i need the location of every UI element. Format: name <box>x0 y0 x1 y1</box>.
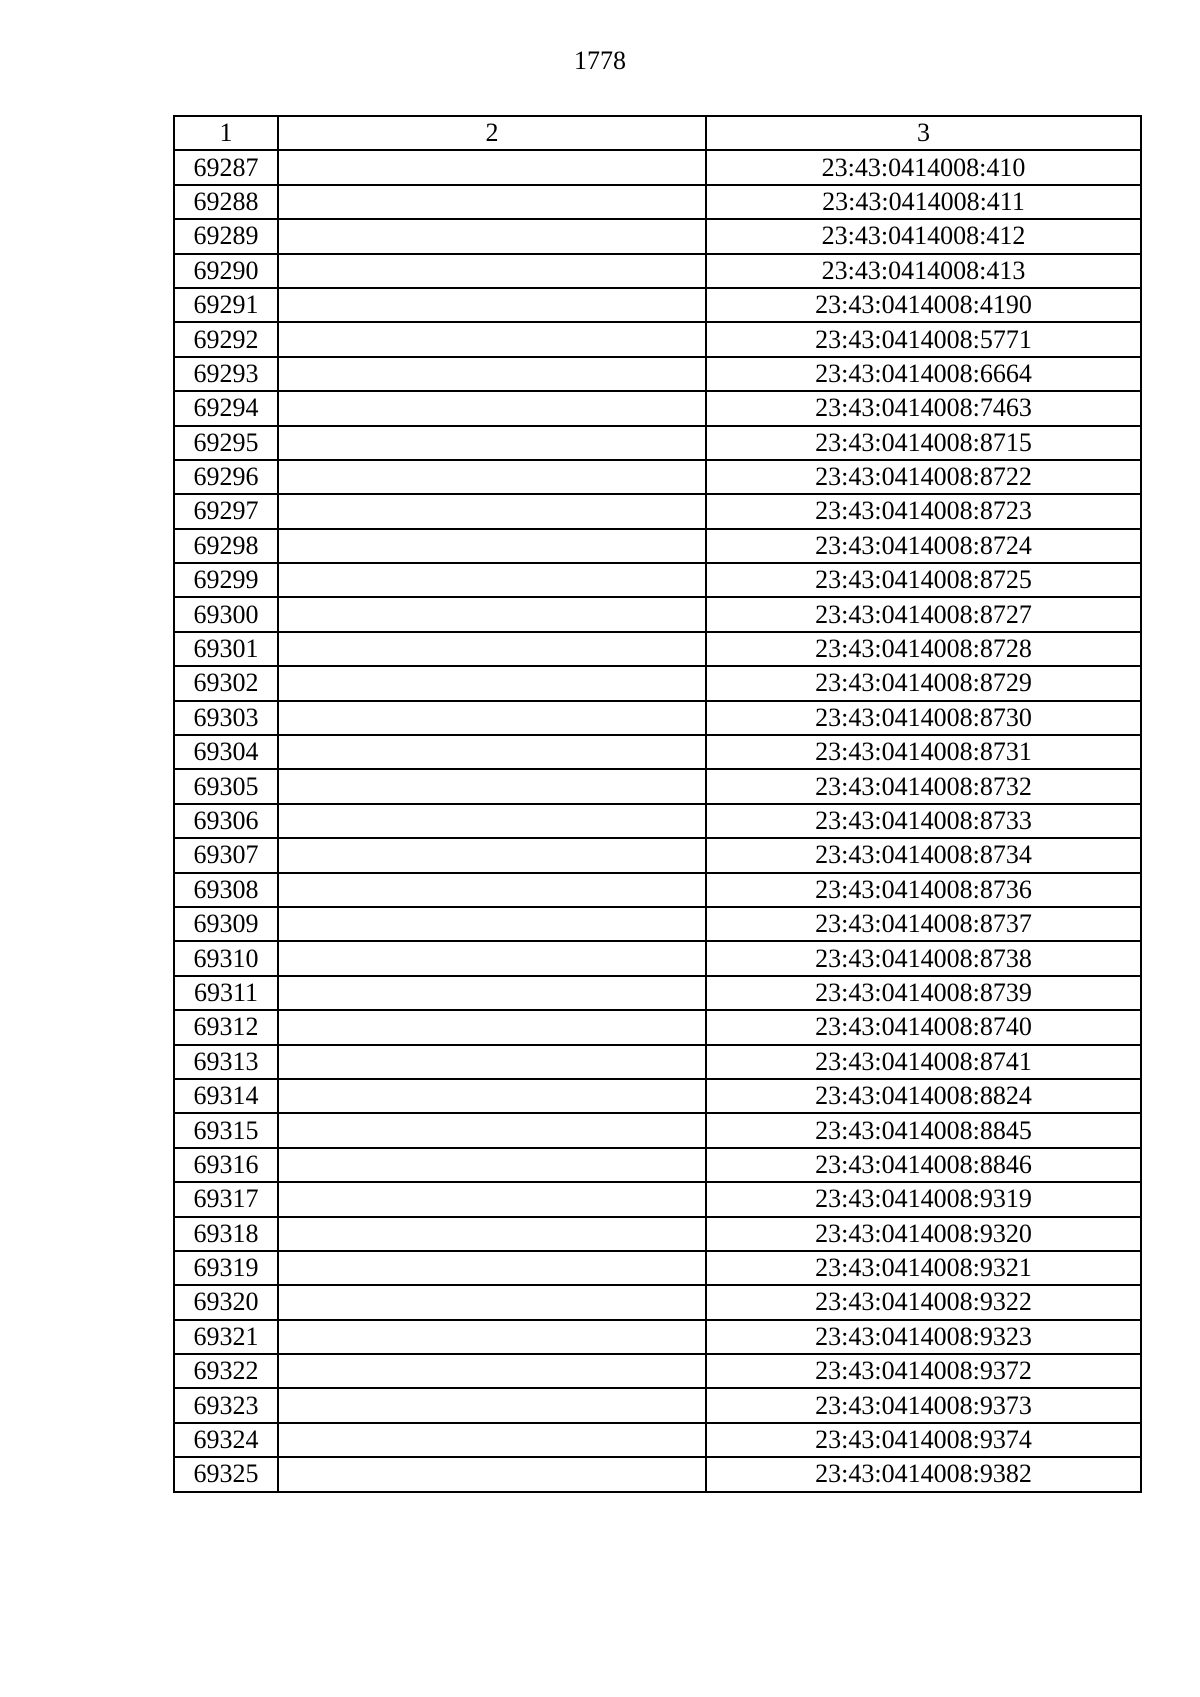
row-name-cell <box>278 1182 706 1216</box>
row-number-cell: 69287 <box>174 150 278 184</box>
row-number-cell: 69299 <box>174 563 278 597</box>
row-name-cell <box>278 529 706 563</box>
cadastral-number-cell: 23:43:0414008:6664 <box>706 357 1141 391</box>
row-number-cell: 69293 <box>174 357 278 391</box>
cadastral-number-cell: 23:43:0414008:4190 <box>706 288 1141 322</box>
row-number-cell: 69316 <box>174 1148 278 1182</box>
row-number-cell: 69317 <box>174 1182 278 1216</box>
table-row <box>174 460 1141 494</box>
table-row <box>174 1320 1141 1354</box>
cadastral-number-cell: 23:43:0414008:413 <box>706 254 1141 288</box>
table-row <box>174 1113 1141 1147</box>
row-number-cell: 69288 <box>174 185 278 219</box>
row-name-cell <box>278 769 706 803</box>
table-row <box>174 1010 1141 1044</box>
table-row <box>174 597 1141 631</box>
cadastral-number-cell: 23:43:0414008:9382 <box>706 1457 1141 1491</box>
table-row <box>174 288 1141 322</box>
row-name-cell <box>278 1457 706 1491</box>
row-name-cell <box>278 322 706 356</box>
row-number-cell: 69314 <box>174 1079 278 1113</box>
row-name-cell <box>278 1423 706 1457</box>
table-row <box>174 1354 1141 1388</box>
row-name-cell <box>278 701 706 735</box>
cadastral-number-cell: 23:43:0414008:8741 <box>706 1045 1141 1079</box>
table-row <box>174 322 1141 356</box>
row-number-cell: 69309 <box>174 907 278 941</box>
table-row <box>174 1251 1141 1285</box>
row-number-cell: 69292 <box>174 322 278 356</box>
row-name-cell <box>278 494 706 528</box>
row-name-cell <box>278 907 706 941</box>
row-number-cell: 69302 <box>174 666 278 700</box>
table-row <box>174 735 1141 769</box>
table-row <box>174 701 1141 735</box>
table-row <box>174 185 1141 219</box>
row-name-cell <box>278 666 706 700</box>
table-row <box>174 838 1141 872</box>
table-row <box>174 1457 1141 1491</box>
row-name-cell <box>278 1388 706 1422</box>
row-name-cell <box>278 1354 706 1388</box>
row-number-cell: 69304 <box>174 735 278 769</box>
cadastral-number-cell: 23:43:0414008:410 <box>706 150 1141 184</box>
cadastral-number-cell: 23:43:0414008:8738 <box>706 941 1141 975</box>
row-name-cell <box>278 1045 706 1079</box>
cadastral-number-cell: 23:43:0414008:412 <box>706 219 1141 253</box>
table-row <box>174 632 1141 666</box>
cadastral-number-cell: 23:43:0414008:8845 <box>706 1113 1141 1147</box>
table-header <box>174 116 1141 150</box>
table-row <box>174 150 1141 184</box>
row-number-cell: 69319 <box>174 1251 278 1285</box>
row-name-cell <box>278 1010 706 1044</box>
row-name-cell <box>278 1285 706 1319</box>
cadastral-number-cell: 23:43:0414008:8732 <box>706 769 1141 803</box>
cadastral-number-cell: 23:43:0414008:9320 <box>706 1217 1141 1251</box>
cadastral-number-cell: 23:43:0414008:8846 <box>706 1148 1141 1182</box>
row-number-cell: 69294 <box>174 391 278 425</box>
cadastral-number-cell: 23:43:0414008:8715 <box>706 426 1141 460</box>
row-number-cell: 69323 <box>174 1388 278 1422</box>
row-name-cell <box>278 838 706 872</box>
cadastral-number-cell: 23:43:0414008:9323 <box>706 1320 1141 1354</box>
row-name-cell <box>278 150 706 184</box>
table-body <box>174 150 1141 1491</box>
row-number-cell: 69300 <box>174 597 278 631</box>
row-number-cell: 69301 <box>174 632 278 666</box>
table-row <box>174 494 1141 528</box>
row-number-cell: 69291 <box>174 288 278 322</box>
row-number-cell: 69318 <box>174 1217 278 1251</box>
cadastral-number-cell: 23:43:0414008:8727 <box>706 597 1141 631</box>
table-row <box>174 254 1141 288</box>
row-number-cell: 69315 <box>174 1113 278 1147</box>
row-number-cell: 69298 <box>174 529 278 563</box>
cadastral-number-cell: 23:43:0414008:8723 <box>706 494 1141 528</box>
column-header-1: 1 <box>174 116 278 150</box>
table-row <box>174 1217 1141 1251</box>
row-name-cell <box>278 391 706 425</box>
row-name-cell <box>278 357 706 391</box>
table-row <box>174 976 1141 1010</box>
row-name-cell <box>278 873 706 907</box>
cadastral-table <box>173 115 1142 1493</box>
table-row <box>174 1388 1141 1422</box>
row-number-cell: 69320 <box>174 1285 278 1319</box>
row-number-cell: 69322 <box>174 1354 278 1388</box>
table-row <box>174 804 1141 838</box>
cadastral-number-cell: 23:43:0414008:9374 <box>706 1423 1141 1457</box>
row-name-cell <box>278 460 706 494</box>
row-number-cell: 69289 <box>174 219 278 253</box>
column-header-2: 2 <box>278 116 706 150</box>
table-row <box>174 357 1141 391</box>
row-name-cell <box>278 941 706 975</box>
row-name-cell <box>278 976 706 1010</box>
table-row <box>174 907 1141 941</box>
page-number: 1778 <box>574 46 626 75</box>
row-number-cell: 69297 <box>174 494 278 528</box>
table-row <box>174 391 1141 425</box>
cadastral-number-cell: 23:43:0414008:8737 <box>706 907 1141 941</box>
header-row <box>174 116 1141 150</box>
row-name-cell <box>278 288 706 322</box>
cadastral-number-cell: 23:43:0414008:411 <box>706 185 1141 219</box>
row-number-cell: 69313 <box>174 1045 278 1079</box>
row-number-cell: 69296 <box>174 460 278 494</box>
row-name-cell <box>278 1148 706 1182</box>
row-name-cell <box>278 1079 706 1113</box>
column-header-3: 3 <box>706 116 1141 150</box>
table-row <box>174 1182 1141 1216</box>
table-row <box>174 1148 1141 1182</box>
cadastral-number-cell: 23:43:0414008:8731 <box>706 735 1141 769</box>
row-number-cell: 69305 <box>174 769 278 803</box>
table-row <box>174 1423 1141 1457</box>
cadastral-number-cell: 23:43:0414008:9319 <box>706 1182 1141 1216</box>
row-number-cell: 69290 <box>174 254 278 288</box>
row-name-cell <box>278 804 706 838</box>
cadastral-number-cell: 23:43:0414008:8736 <box>706 873 1141 907</box>
row-number-cell: 69303 <box>174 701 278 735</box>
row-number-cell: 69311 <box>174 976 278 1010</box>
table-row <box>174 941 1141 975</box>
cadastral-number-cell: 23:43:0414008:5771 <box>706 322 1141 356</box>
row-name-cell <box>278 1320 706 1354</box>
row-name-cell <box>278 185 706 219</box>
row-name-cell <box>278 1217 706 1251</box>
table-row <box>174 529 1141 563</box>
row-name-cell <box>278 254 706 288</box>
cadastral-number-cell: 23:43:0414008:8740 <box>706 1010 1141 1044</box>
row-number-cell: 69321 <box>174 1320 278 1354</box>
table-row <box>174 1045 1141 1079</box>
table-row <box>174 426 1141 460</box>
cadastral-number-cell: 23:43:0414008:8739 <box>706 976 1141 1010</box>
table-row <box>174 769 1141 803</box>
row-name-cell <box>278 597 706 631</box>
row-name-cell <box>278 563 706 597</box>
table-row <box>174 1079 1141 1113</box>
cadastral-number-cell: 23:43:0414008:8730 <box>706 701 1141 735</box>
cadastral-number-cell: 23:43:0414008:9372 <box>706 1354 1141 1388</box>
cadastral-number-cell: 23:43:0414008:7463 <box>706 391 1141 425</box>
row-number-cell: 69324 <box>174 1423 278 1457</box>
row-name-cell <box>278 1251 706 1285</box>
table-row <box>174 219 1141 253</box>
cadastral-number-cell: 23:43:0414008:8824 <box>706 1079 1141 1113</box>
row-number-cell: 69306 <box>174 804 278 838</box>
row-number-cell: 69310 <box>174 941 278 975</box>
cadastral-number-cell: 23:43:0414008:8734 <box>706 838 1141 872</box>
cadastral-number-cell: 23:43:0414008:8722 <box>706 460 1141 494</box>
table-row <box>174 1285 1141 1319</box>
row-number-cell: 69307 <box>174 838 278 872</box>
cadastral-number-cell: 23:43:0414008:9321 <box>706 1251 1141 1285</box>
row-number-cell: 69295 <box>174 426 278 460</box>
row-number-cell: 69308 <box>174 873 278 907</box>
table-row <box>174 873 1141 907</box>
cadastral-number-cell: 23:43:0414008:8729 <box>706 666 1141 700</box>
table-row <box>174 563 1141 597</box>
cadastral-number-cell: 23:43:0414008:8728 <box>706 632 1141 666</box>
row-name-cell <box>278 735 706 769</box>
cadastral-number-cell: 23:43:0414008:8725 <box>706 563 1141 597</box>
cadastral-number-cell: 23:43:0414008:8733 <box>706 804 1141 838</box>
row-name-cell <box>278 426 706 460</box>
cadastral-number-cell: 23:43:0414008:9373 <box>706 1388 1141 1422</box>
row-name-cell <box>278 219 706 253</box>
row-number-cell: 69325 <box>174 1457 278 1491</box>
row-name-cell <box>278 1113 706 1147</box>
cadastral-number-cell: 23:43:0414008:8724 <box>706 529 1141 563</box>
row-number-cell: 69312 <box>174 1010 278 1044</box>
row-name-cell <box>278 632 706 666</box>
cadastral-number-cell: 23:43:0414008:9322 <box>706 1285 1141 1319</box>
table-row <box>174 666 1141 700</box>
